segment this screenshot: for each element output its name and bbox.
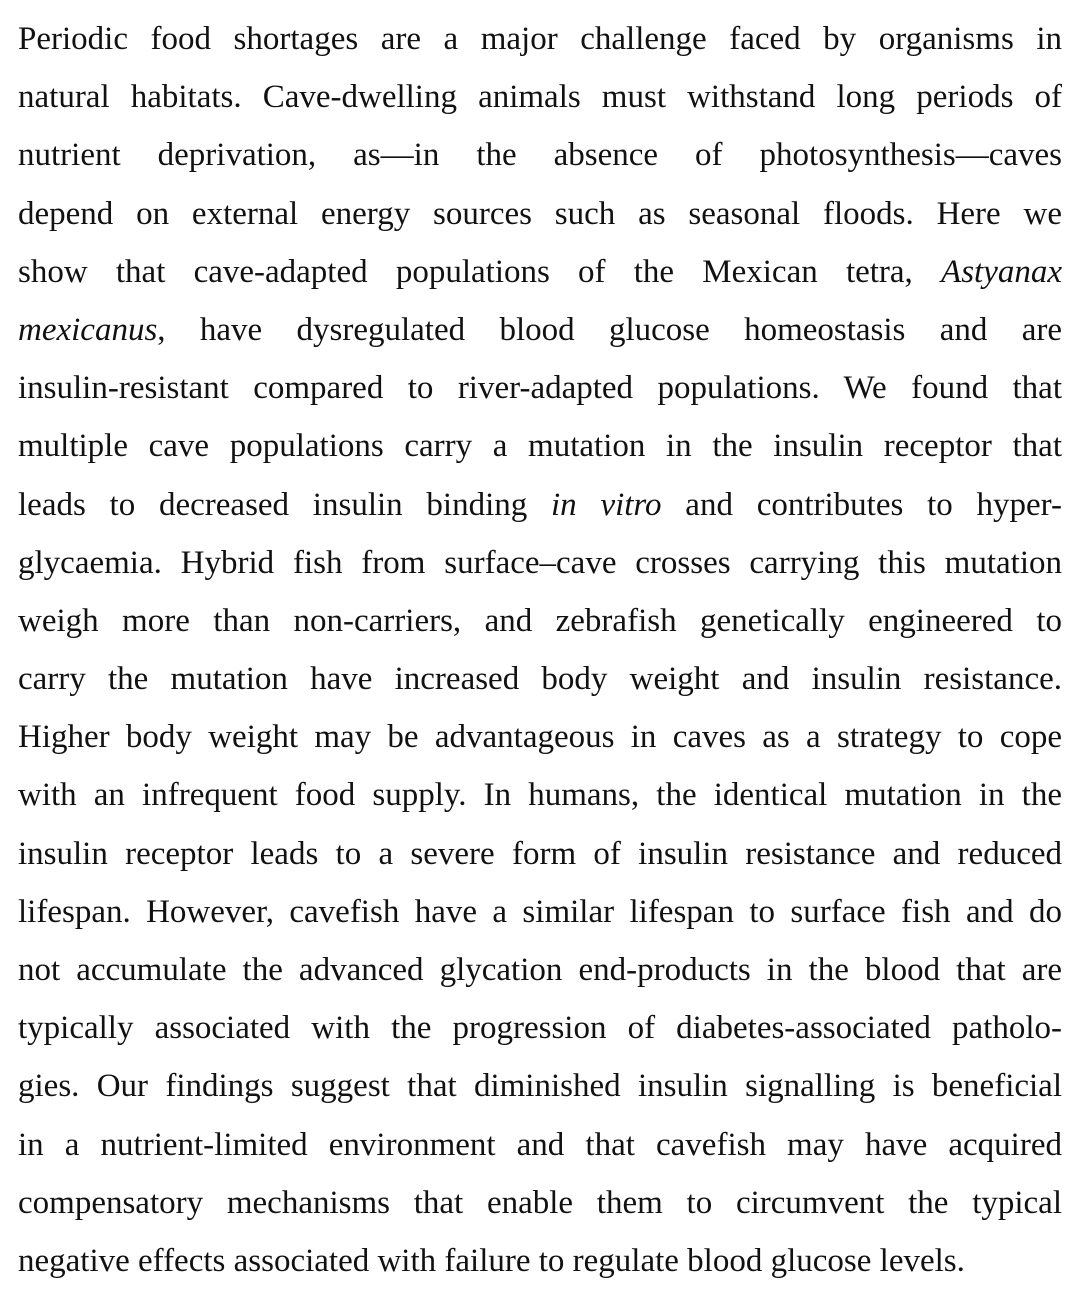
species-name-italic: mexicanus (18, 311, 158, 348)
line-text: leads to decreased insulin binding (18, 486, 552, 523)
abstract-line (18, 301, 1062, 359)
abstract-line: not accumulate the advanced glycation end-products in the blood that are (18, 952, 1062, 988)
abstract-line: insulin receptor leads to a severe form of insulin resistance and reduced (18, 835, 1062, 872)
abstract-line: insulin-resistant compared to river-adapted populations. We found that (18, 370, 1062, 407)
abstract-line: weigh more than non-carriers, and zebrafish genetically engineered to (18, 602, 1062, 639)
line-text: and contributes to hyper- (661, 486, 1062, 523)
abstract-line: in a nutrient-limited environment and that cavefish may have acquired (18, 1126, 1062, 1163)
line-text: , have dysregulated blood glucose homeostasis and are (157, 311, 1062, 348)
abstract-line: multiple cave populations carry a mutation in the insulin receptor that (18, 428, 1062, 465)
abstract-line: typically associated with the progression of diabetes-associated patholo- (18, 1010, 1062, 1047)
abstract-line: compensatory mechanisms that enable them to circumvent the typical (18, 1184, 1062, 1221)
abstract-line: glycaemia. Hybrid fish from surface–cave crosses carrying this mutation (18, 544, 1062, 581)
in-vitro-italic: in vitro (551, 486, 662, 523)
abstract-line: negative effects associated with failure to regulate blood glucose levels. (18, 1242, 965, 1279)
abstract-line: with an infrequent food supply. In humans, the identical mutation in the (18, 777, 1062, 814)
abstract-line: gies. Our findings suggest that diminished insulin signalling is beneficial (18, 1068, 1062, 1105)
abstract-line (18, 243, 1062, 301)
line-text: show that cave-adapted populations of the Mexican tetra, (18, 253, 942, 290)
abstract-paragraph (18, 10, 1062, 1290)
abstract-line: carry the mutation have increased body weight and insulin resistance. (18, 661, 1062, 698)
abstract-line: Higher body weight may be advantageous in caves as a strategy to cope (18, 719, 1062, 756)
abstract-line: depend on external energy sources such as seasonal floods. Here we (18, 195, 1062, 232)
abstract-line: Periodic food shortages are a major challenge faced by organisms in (18, 21, 1062, 57)
abstract-line: lifespan. However, cavefish have a similar lifespan to surface fish and do (18, 893, 1062, 930)
abstract-line: natural habitats. Cave-dwelling animals must withstand long periods of (18, 79, 1062, 116)
species-name-italic: Astyanax (941, 253, 1062, 290)
abstract-line: nutrient deprivation, as—in the absence of photosynthesis—caves (18, 137, 1062, 174)
abstract-line (18, 476, 1062, 534)
